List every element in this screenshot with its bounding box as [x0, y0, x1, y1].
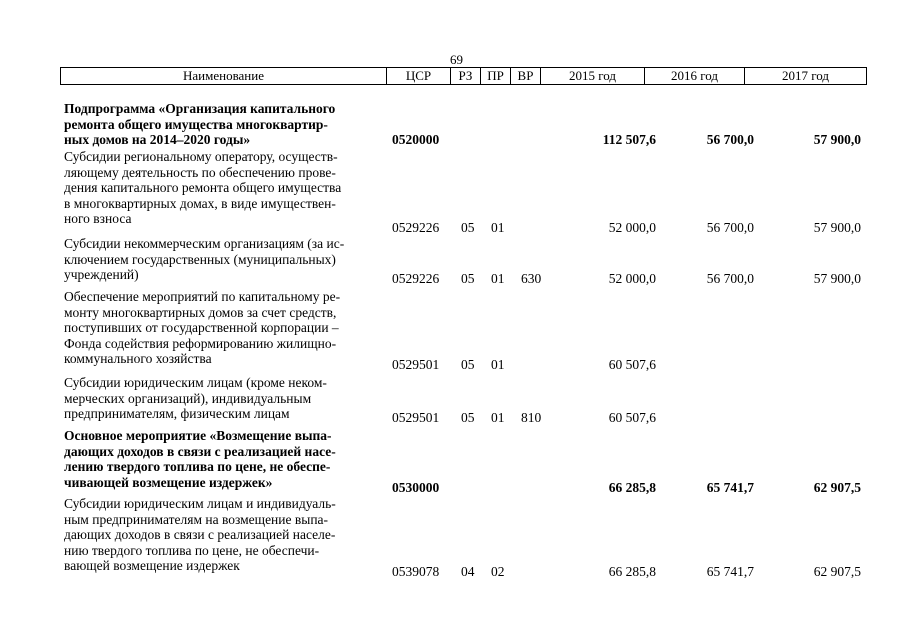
header-rz: РЗ [451, 68, 481, 85]
row-name: Субсидии некоммерческим организациям (за ис- ключением государственных (муниципальных) учреждений) [64, 236, 345, 283]
row-rz: 05 [461, 220, 475, 235]
row-2017: 57 900,0 [813, 220, 861, 235]
header-vr: ВР [511, 68, 541, 85]
row-name: Основное мероприятие «Возмещение выпа- дающих доходов в связи с реализацией насе- лению твердого топлива по цене, не обеспе- чивающей возмещение издержек» [64, 428, 336, 490]
row-2016: 65 741,7 [706, 480, 754, 495]
row-2015: 66 285,8 [608, 564, 656, 579]
row-csr: 0539078 [392, 564, 440, 579]
header-name: Наименование [61, 68, 387, 85]
row-pr: 02 [491, 564, 505, 579]
row-csr: 0529501 [392, 410, 440, 425]
row-2015: 52 000,0 [608, 271, 656, 286]
row-csr: 0529501 [392, 357, 440, 372]
row-2015: 60 507,6 [608, 410, 656, 425]
row-name: Обеспечение мероприятий по капитальному ре- монту многоквартирных домов за счет средств, поступивших от государственной корпорации – Фонда содействия реформированию жилищно- коммунального хозяйства [64, 289, 341, 367]
row-2015: 66 285,8 [608, 480, 656, 495]
row-2017: 62 907,5 [813, 564, 861, 579]
page-number: 69 [450, 52, 463, 67]
row-pr: 01 [491, 357, 505, 372]
row-csr: 0529226 [392, 271, 440, 286]
row-vr: 630 [521, 271, 542, 286]
header-csr: ЦСР [387, 68, 451, 85]
row-csr: 0530000 [392, 480, 440, 495]
row-name: Субсидии региональному оператору, осуществ- ляющему деятельность по обеспечению прове- дения капитального ремонта общего имущества в многоквартирных домах, в виде имуществен- ного взноса [64, 149, 342, 227]
header-2015: 2015 год [541, 68, 645, 85]
row-2015: 112 507,6 [602, 132, 656, 147]
row-pr: 01 [491, 271, 505, 286]
row-vr: 810 [521, 410, 542, 425]
row-csr: 0529226 [392, 220, 440, 235]
header-2017: 2017 год [745, 68, 867, 85]
row-2016: 56 700,0 [706, 271, 754, 286]
row-2017: 57 900,0 [813, 271, 861, 286]
row-name: Субсидии юридическим лицам и индивидуаль- ным предпринимателям на возмещение выпа- дающих доходов в связи с реализацией населе- нию твердого топлива по цене, не обеспечи- вающей возмещение издержек [64, 496, 336, 574]
row-2015: 60 507,6 [608, 357, 656, 372]
row-rz: 05 [461, 271, 475, 286]
row-rz: 05 [461, 410, 475, 425]
row-2017: 62 907,5 [813, 480, 861, 495]
header-pr: ПР [481, 68, 511, 85]
header-2016: 2016 год [645, 68, 745, 85]
row-pr: 01 [491, 220, 505, 235]
row-pr: 01 [491, 410, 505, 425]
row-2017: 57 900,0 [813, 132, 861, 147]
row-csr: 0520000 [392, 132, 440, 147]
row-name: Субсидии юридическим лицам (кроме неком- мерческих организаций), индивидуальным предпринимателям, физическим лицам [64, 375, 327, 422]
row-name: Подпрограмма «Организация капитального ремонта общего имущества многоквартир- ных домов на 2014–2020 годы» [64, 101, 336, 148]
row-2016: 65 741,7 [706, 564, 754, 579]
row-2016: 56 700,0 [706, 220, 754, 235]
row-2016: 56 700,0 [706, 132, 754, 147]
row-2015: 52 000,0 [608, 220, 656, 235]
row-rz: 05 [461, 357, 475, 372]
row-rz: 04 [461, 564, 475, 579]
